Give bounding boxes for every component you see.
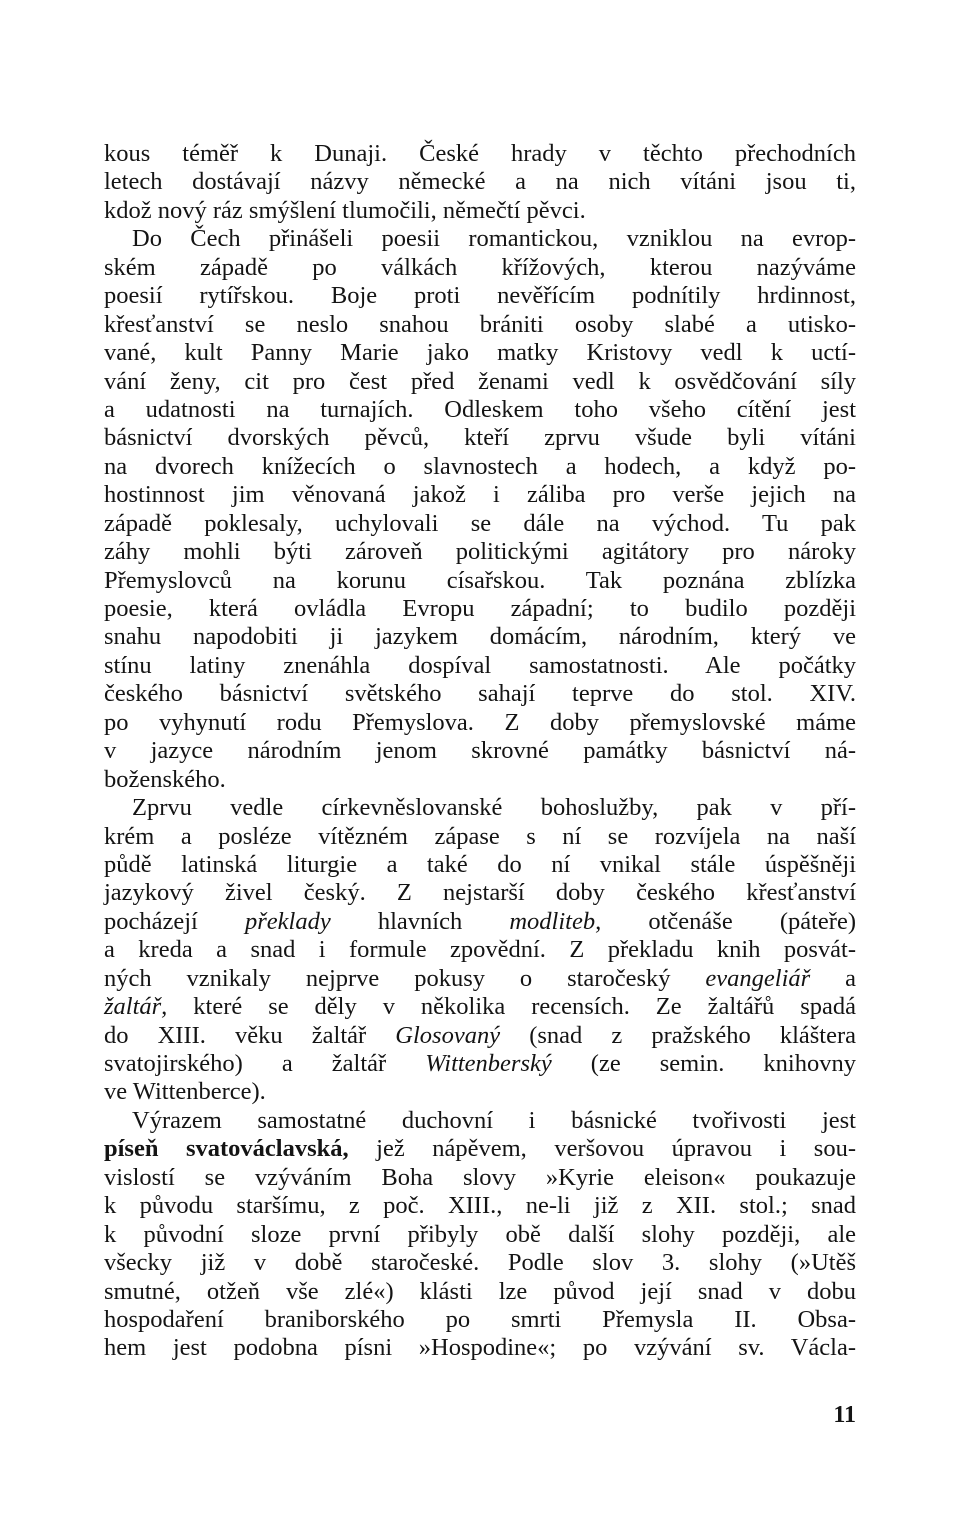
text-line: hostinnost jim věnovaná jakož i záliba pro verše jejich na — [104, 481, 856, 509]
text-segment: (snad z pražského kláštera — [500, 1021, 856, 1049]
text-line: jazykový živel český. Z nejstarší doby českého křesťanství — [104, 879, 856, 907]
text-segment: do XIII. věku žaltář — [104, 1021, 396, 1049]
text-line: k původní sloze první přibyly obě další slohy později, ale — [104, 1220, 856, 1248]
bold-term: píseň svatováclavská, — [104, 1135, 349, 1163]
text-line: křesťanství se neslo snahou brániti osoby slabé a utisko- — [104, 310, 856, 338]
text-line — [104, 908, 856, 936]
text-line: vané, kult Panny Marie jako matky Kristovy vedl k uctí- — [104, 339, 856, 367]
text-line: kous téměř k Dunaji. České hrady v těchto přechodních — [104, 140, 856, 167]
text-line: Do Čech přinášeli poesii romantickou, vzniklou na evrop- — [132, 225, 856, 253]
text-line: ve Wittenberce). — [104, 1078, 266, 1106]
text-line: a kreda a snad i formule zpovědní. Z překladu knih posvát- — [104, 936, 856, 964]
text-segment: svatojirského) a žaltář — [104, 1050, 426, 1077]
text-line: vání ženy, cit pro čest před ženami vedl k osvědčování síly — [104, 367, 856, 395]
text-line: po vyhynutí rodu Přemyslova. Z doby přemyslovské máme — [104, 708, 856, 736]
text-line: všecky již v době staročeské. Podle slov 3. slohy (»Utěš — [104, 1249, 856, 1277]
italic-title: Glosovaný — [395, 1021, 501, 1049]
text-line: Přemyslovců na korunu císařskou. Tak poznána zblízka — [104, 566, 856, 594]
text-line: k původu staršímu, z poč. XIII., ne-li již z XII. stol.; snad — [104, 1192, 856, 1220]
text-line — [104, 1050, 856, 1078]
text-segment: otčenáše (páteře) — [601, 907, 856, 935]
text-line: půdě latinská liturgie a také do ní vnikal stále úspěšněji — [104, 850, 856, 878]
text-line: letech dostávají názvy německé a na nich vítáni jsou ti, — [104, 168, 856, 196]
italic-title: modliteb, — [509, 907, 602, 935]
text-line: smutné, otžeň vše zlé«) klásti lze původ její snad v dobu — [104, 1277, 856, 1305]
text-line: básnictví dvorských pěvců, kteří zprvu všude byli vítáni — [104, 424, 856, 452]
text-segment: a — [810, 964, 856, 992]
text-line: a udatnosti na turnajích. Odleskem toho všeho cítění jest — [104, 395, 856, 423]
text-line — [104, 1135, 856, 1163]
text-line: Zprvu vedle církevněslovanské bohoslužby, pak v pří- — [132, 794, 856, 822]
text-line: poesie, která ovládla Evropu západní; to budilo později — [104, 595, 856, 622]
italic-title: Wittenberský — [425, 1050, 552, 1077]
text-segment: jež nápěvem, veršovou úpravou i sou- — [348, 1135, 856, 1163]
text-line: Výrazem samostatné duchovní i básnické tvořivosti jest — [132, 1106, 856, 1134]
text-line: záhy mohli býti zároveň politickými agitátory pro nároky — [104, 538, 856, 566]
text-line: v jazyce národním jenom skrovné památky básnictví ná- — [104, 737, 856, 765]
text-line: ském západě po válkách křížových, kterou nazýváme — [104, 253, 856, 281]
body-text — [104, 140, 856, 1363]
text-line — [104, 993, 856, 1021]
italic-title: překlady — [245, 907, 331, 935]
text-segment: hlavních — [330, 907, 510, 935]
text-line: stínu latiny znenáhla dospíval samostatnosti. Ale počátky — [104, 651, 856, 679]
text-segment: které se děly v několika recensích. Ze žaltářů spadá — [167, 993, 856, 1021]
text-line: boženského. — [104, 765, 226, 793]
text-line: českého básnictví světského sahají teprve do stol. XIV. — [104, 680, 856, 708]
text-line: vislostí se vzýváním Boha slovy »Kyrie eleison« poukazuje — [104, 1163, 856, 1191]
text-segment: ných vznikaly nejprve pokusy o staročeský — [104, 964, 706, 992]
text-line: hospodaření braniborského po smrti Přemysla II. Obsa- — [104, 1305, 856, 1333]
text-line — [104, 965, 856, 993]
italic-title: evangeliář — [705, 964, 811, 992]
text-line: hem jest podobna písni »Hospodine«; po vzývání sv. Václa- — [104, 1334, 856, 1362]
text-line: snahu napodobiti ji jazykem domácím, národním, který ve — [104, 623, 856, 651]
text-line: kdož nový ráz smýšlení tlumočili, němečtí pěvci. — [104, 196, 586, 224]
text-segment: pocházejí — [104, 907, 245, 935]
text-line: krém a posléze vítězném zápase s ní se rozvíjela na naší — [104, 822, 856, 850]
text-line: na dvorech knížecích o slavnostech a hodech, a když po- — [104, 452, 856, 480]
text-segment: (ze semin. knihovny — [551, 1050, 856, 1077]
text-line: západě poklesaly, uchylovali se dále na východ. Tu pak — [104, 509, 856, 537]
text-line — [104, 1022, 856, 1050]
page-number: 11 — [833, 1402, 856, 1428]
text-line: poesií rytířskou. Boje proti nevěřícím podnítily hrdinnost, — [104, 282, 856, 310]
italic-title: žaltář, — [104, 993, 168, 1021]
